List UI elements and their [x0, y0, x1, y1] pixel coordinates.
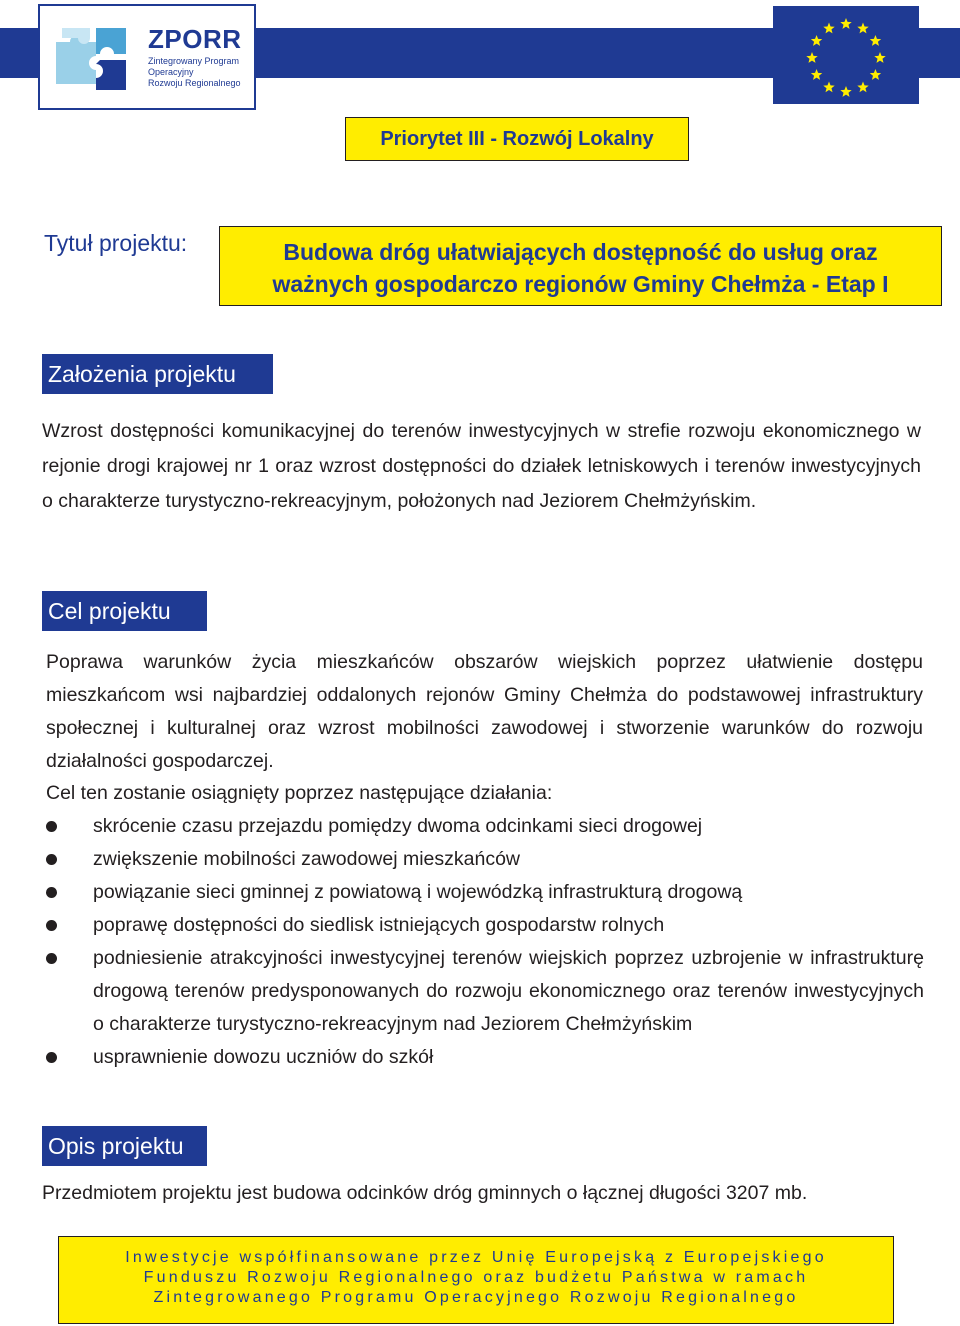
list-item [46, 810, 924, 843]
description-heading: Opis projektu [42, 1126, 207, 1166]
eu-star-icon [811, 35, 822, 46]
list-item-text: zwiększenie mobilności zawodowej mieszkańców [93, 848, 521, 870]
zporr-logo [38, 4, 256, 110]
project-title-label: Tytuł projektu: [44, 230, 188, 256]
assumptions-text: Wzrost dostępności komunikacyjnej do terenów inwestycyjnych w strefie rozwoju ekonomicznego w rejonie drogi krajowej nr 1 oraz wzrost dostępności do działek letniskowych i terenów inwestycyjnych o charakterze turystyczno-rekreacyjnym, położonych nad Jeziorem Chełmżyńskim. [42, 420, 921, 512]
list-item-text: podniesienie atrakcyjności inwestycyjnej terenów wiejskich poprzez uzbrojenie w infrastrukturę drogową terenów predysponowanych do rozwoju ekonomicznego oraz terenów inwestycyjnych o charakterze turystyczno-rekreacyjnym nad Jeziorem Chełmżyńskim [93, 947, 924, 1035]
eu-star-icon [857, 81, 868, 92]
list-item [46, 1041, 924, 1074]
list-item [46, 843, 924, 876]
list-item-text: powiązanie sieci gminnej z powiatową i wojewódzką infrastrukturą drogową [93, 881, 743, 903]
eu-flag [773, 6, 919, 104]
project-title-line: Budowa dróg ułatwiających dostępność do usług oraz [283, 239, 878, 265]
bullet-icon [46, 920, 57, 931]
goal-actions-list [46, 810, 924, 1074]
footer-line: Inwestycje współfinansowane przez Unię Europejską z Europejskiego [125, 1249, 827, 1266]
eu-star-icon [823, 81, 834, 92]
eu-star-icon [811, 69, 822, 80]
eu-star-icon [840, 86, 851, 97]
goal-intro: Cel ten zostanie osiągnięty poprzez następujące działania: [46, 782, 553, 804]
eu-stars-icon [773, 6, 919, 104]
bullet-icon [46, 887, 57, 898]
bullet-icon [46, 821, 57, 832]
logo-subtitle-line: Operacyjny [148, 67, 194, 77]
logo-subtitle-line: Rozwoju Regionalnego [148, 78, 241, 88]
logo-title: ZPORR [148, 24, 242, 54]
project-title-box [219, 226, 942, 306]
eu-star-icon [857, 23, 868, 34]
goal-text: Poprawa warunków życia mieszkańców obszarów wiejskich poprzez ułatwienie dostępu mieszkańcom wsi najbardziej oddalonych rejonów Gminy Chełmża do podstawowej infrastruktury społecznej i kulturalnej oraz wzrost mobilności zawodowej i stworzenie warunków do rozwoju działalności gospodarczej. [46, 651, 923, 772]
cofinancing-footer [58, 1236, 894, 1324]
footer-line: Zintegrowanego Programu Operacyjnego Rozwoju Regionalnego [153, 1289, 799, 1306]
list-item [46, 942, 924, 1041]
list-item-text: usprawnienie dowozu uczniów do szkół [93, 1046, 434, 1068]
bullet-icon [46, 953, 57, 964]
list-item [46, 909, 924, 942]
eu-star-icon [840, 18, 851, 29]
eu-star-icon [874, 52, 885, 63]
list-item-text: skrócenie czasu przejazdu pomiędzy dwoma odcinkami sieci drogowej [93, 815, 703, 837]
puzzle-logo-icon [52, 20, 134, 94]
eu-star-icon [870, 69, 881, 80]
priority-badge: Priorytet III - Rozwój Lokalny [345, 117, 689, 161]
assumptions-heading: Założenia projektu [42, 354, 273, 394]
eu-star-icon [870, 35, 881, 46]
eu-star-icon [806, 52, 817, 63]
bullet-icon [46, 854, 57, 865]
list-item-text: poprawę dostępności do siedlisk istniejących gospodarstw rolnych [93, 914, 665, 936]
eu-star-icon [823, 23, 834, 34]
list-item [46, 876, 924, 909]
description-text: Przedmiotem projektu jest budowa odcinków dróg gminnych o łącznej długości 3207 mb. [42, 1182, 808, 1204]
goal-heading: Cel projektu [42, 591, 207, 631]
logo-subtitle [148, 56, 248, 89]
footer-line: Funduszu Rozwoju Regionalnego oraz budżetu Państwa w ramach [143, 1269, 809, 1286]
project-title-line: ważnych gospodarczo regionów Gminy Chełmża - Etap I [272, 271, 889, 297]
bullet-icon [46, 1052, 57, 1063]
logo-subtitle-line: Zintegrowany Program [148, 56, 240, 66]
